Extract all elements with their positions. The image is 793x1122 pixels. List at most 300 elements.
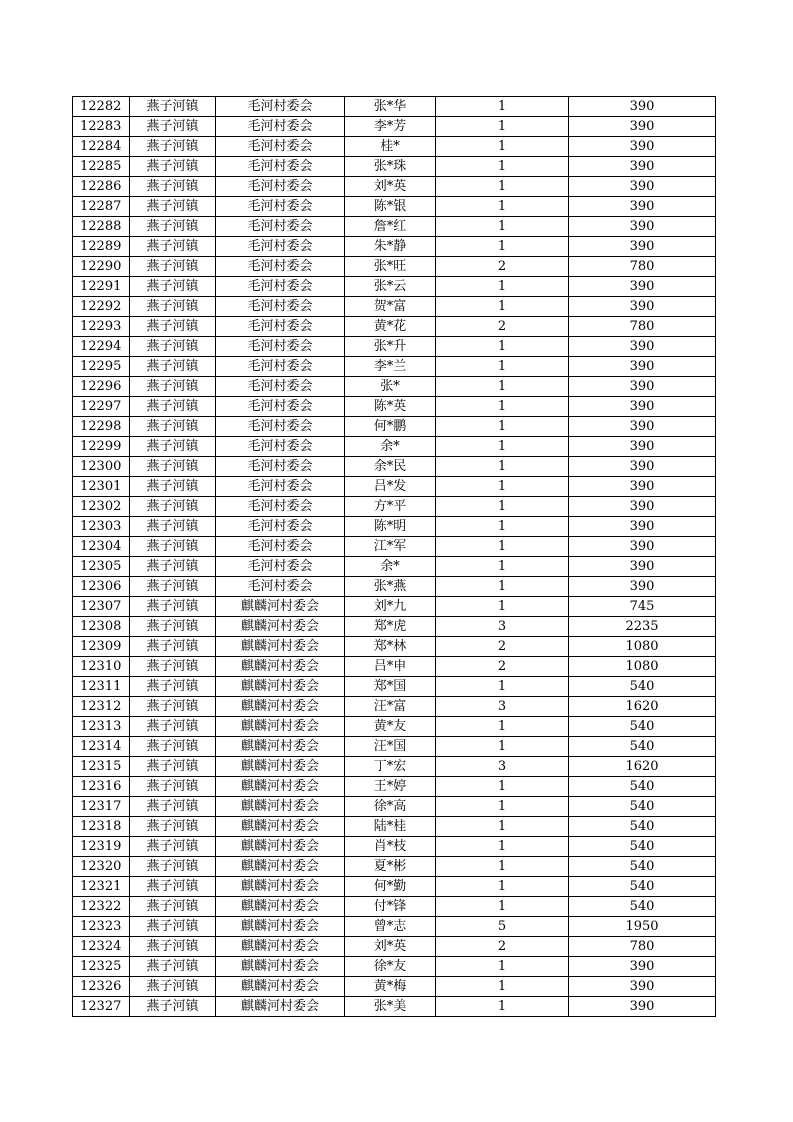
row-number-cell: 12287 <box>73 197 130 217</box>
name-cell: 刘*英 <box>345 177 436 197</box>
town-cell: 燕子河镇 <box>130 877 216 897</box>
table-row <box>73 97 716 117</box>
town-cell: 燕子河镇 <box>130 837 216 857</box>
table-row <box>73 677 716 697</box>
name-cell: 陆*桂 <box>345 817 436 837</box>
table-row <box>73 537 716 557</box>
town-cell: 燕子河镇 <box>130 857 216 877</box>
person-count-cell: 1 <box>436 977 569 997</box>
amount-cell: 540 <box>569 737 716 757</box>
name-cell: 吕*发 <box>345 477 436 497</box>
amount-cell: 390 <box>569 97 716 117</box>
name-cell: 何*鹏 <box>345 417 436 437</box>
name-cell: 陈*银 <box>345 197 436 217</box>
name-cell: 李*兰 <box>345 357 436 377</box>
table-row <box>73 237 716 257</box>
village-committee-cell: 毛河村委会 <box>216 317 345 337</box>
village-committee-cell: 毛河村委会 <box>216 217 345 237</box>
table-row <box>73 377 716 397</box>
person-count-cell: 1 <box>436 957 569 977</box>
town-cell: 燕子河镇 <box>130 777 216 797</box>
village-committee-cell: 毛河村委会 <box>216 537 345 557</box>
table-row <box>73 637 716 657</box>
amount-cell: 745 <box>569 597 716 617</box>
table-row <box>73 557 716 577</box>
name-cell: 方*平 <box>345 497 436 517</box>
table-row <box>73 697 716 717</box>
table-row <box>73 777 716 797</box>
row-number-cell: 12307 <box>73 597 130 617</box>
person-count-cell: 1 <box>436 857 569 877</box>
town-cell: 燕子河镇 <box>130 477 216 497</box>
name-cell: 江*军 <box>345 537 436 557</box>
name-cell: 黄*梅 <box>345 977 436 997</box>
name-cell: 陈*英 <box>345 397 436 417</box>
person-count-cell: 1 <box>436 997 569 1017</box>
person-count-cell: 1 <box>436 277 569 297</box>
amount-cell: 540 <box>569 777 716 797</box>
town-cell: 燕子河镇 <box>130 657 216 677</box>
amount-cell: 390 <box>569 957 716 977</box>
town-cell: 燕子河镇 <box>130 177 216 197</box>
name-cell: 汪*富 <box>345 697 436 717</box>
amount-cell: 390 <box>569 537 716 557</box>
amount-cell: 390 <box>569 297 716 317</box>
table-row <box>73 877 716 897</box>
village-committee-cell: 毛河村委会 <box>216 377 345 397</box>
name-cell: 朱*静 <box>345 237 436 257</box>
village-committee-cell: 毛河村委会 <box>216 277 345 297</box>
village-committee-cell: 麒麟河村委会 <box>216 857 345 877</box>
name-cell: 汪*国 <box>345 737 436 757</box>
table-row <box>73 477 716 497</box>
row-number-cell: 12282 <box>73 97 130 117</box>
town-cell: 燕子河镇 <box>130 917 216 937</box>
row-number-cell: 12312 <box>73 697 130 717</box>
row-number-cell: 12304 <box>73 537 130 557</box>
person-count-cell: 1 <box>436 477 569 497</box>
village-committee-cell: 毛河村委会 <box>216 137 345 157</box>
amount-cell: 390 <box>569 437 716 457</box>
row-number-cell: 12295 <box>73 357 130 377</box>
table-row <box>73 857 716 877</box>
town-cell: 燕子河镇 <box>130 717 216 737</box>
village-committee-cell: 毛河村委会 <box>216 117 345 137</box>
amount-cell: 540 <box>569 817 716 837</box>
row-number-cell: 12323 <box>73 917 130 937</box>
amount-cell: 390 <box>569 417 716 437</box>
table-row <box>73 217 716 237</box>
village-committee-cell: 麒麟河村委会 <box>216 977 345 997</box>
name-cell: 郑*国 <box>345 677 436 697</box>
table-row <box>73 577 716 597</box>
village-committee-cell: 麒麟河村委会 <box>216 717 345 737</box>
village-committee-cell: 毛河村委会 <box>216 97 345 117</box>
amount-cell: 390 <box>569 977 716 997</box>
name-cell: 余* <box>345 557 436 577</box>
town-cell: 燕子河镇 <box>130 317 216 337</box>
town-cell: 燕子河镇 <box>130 697 216 717</box>
table-row <box>73 897 716 917</box>
name-cell: 吕*申 <box>345 657 436 677</box>
village-committee-cell: 麒麟河村委会 <box>216 677 345 697</box>
town-cell: 燕子河镇 <box>130 397 216 417</box>
name-cell: 张*美 <box>345 997 436 1017</box>
village-committee-cell: 毛河村委会 <box>216 337 345 357</box>
row-number-cell: 12309 <box>73 637 130 657</box>
amount-cell: 390 <box>569 217 716 237</box>
amount-cell: 390 <box>569 997 716 1017</box>
town-cell: 燕子河镇 <box>130 557 216 577</box>
village-committee-cell: 毛河村委会 <box>216 297 345 317</box>
amount-cell: 780 <box>569 317 716 337</box>
town-cell: 燕子河镇 <box>130 157 216 177</box>
person-count-cell: 1 <box>436 737 569 757</box>
name-cell: 夏*彬 <box>345 857 436 877</box>
amount-cell: 390 <box>569 197 716 217</box>
person-count-cell: 2 <box>436 937 569 957</box>
row-number-cell: 12294 <box>73 337 130 357</box>
village-committee-cell: 毛河村委会 <box>216 457 345 477</box>
name-cell: 郑*林 <box>345 637 436 657</box>
town-cell: 燕子河镇 <box>130 217 216 237</box>
name-cell: 桂* <box>345 137 436 157</box>
village-committee-cell: 麒麟河村委会 <box>216 897 345 917</box>
row-number-cell: 12290 <box>73 257 130 277</box>
amount-cell: 390 <box>569 497 716 517</box>
person-count-cell: 3 <box>436 617 569 637</box>
row-number-cell: 12316 <box>73 777 130 797</box>
town-cell: 燕子河镇 <box>130 277 216 297</box>
table-row <box>73 137 716 157</box>
person-count-cell: 1 <box>436 837 569 857</box>
village-committee-cell: 麒麟河村委会 <box>216 657 345 677</box>
town-cell: 燕子河镇 <box>130 197 216 217</box>
amount-cell: 1950 <box>569 917 716 937</box>
person-count-cell: 1 <box>436 97 569 117</box>
village-committee-cell: 麒麟河村委会 <box>216 617 345 637</box>
amount-cell: 390 <box>569 357 716 377</box>
name-cell: 张*珠 <box>345 157 436 177</box>
person-count-cell: 5 <box>436 917 569 937</box>
person-count-cell: 1 <box>436 397 569 417</box>
row-number-cell: 12322 <box>73 897 130 917</box>
row-number-cell: 12313 <box>73 717 130 737</box>
table-row <box>73 457 716 477</box>
town-cell: 燕子河镇 <box>130 357 216 377</box>
village-committee-cell: 麒麟河村委会 <box>216 877 345 897</box>
table-row <box>73 417 716 437</box>
person-count-cell: 1 <box>436 177 569 197</box>
table-row <box>73 817 716 837</box>
table-row <box>73 717 716 737</box>
name-cell: 黄*花 <box>345 317 436 337</box>
amount-cell: 540 <box>569 897 716 917</box>
name-cell: 曾*志 <box>345 917 436 937</box>
village-committee-cell: 麒麟河村委会 <box>216 797 345 817</box>
amount-cell: 540 <box>569 837 716 857</box>
amount-cell: 390 <box>569 397 716 417</box>
amount-cell: 390 <box>569 277 716 297</box>
row-number-cell: 12315 <box>73 757 130 777</box>
person-count-cell: 2 <box>436 637 569 657</box>
data-table <box>72 96 716 1017</box>
row-number-cell: 12288 <box>73 217 130 237</box>
name-cell: 余* <box>345 437 436 457</box>
amount-cell: 390 <box>569 457 716 477</box>
village-committee-cell: 麒麟河村委会 <box>216 637 345 657</box>
name-cell: 张*云 <box>345 277 436 297</box>
amount-cell: 540 <box>569 717 716 737</box>
person-count-cell: 1 <box>436 137 569 157</box>
table-row <box>73 977 716 997</box>
table-row <box>73 917 716 937</box>
village-committee-cell: 麒麟河村委会 <box>216 757 345 777</box>
person-count-cell: 1 <box>436 557 569 577</box>
person-count-cell: 1 <box>436 777 569 797</box>
person-count-cell: 1 <box>436 877 569 897</box>
table-row <box>73 517 716 537</box>
name-cell: 徐*友 <box>345 957 436 977</box>
amount-cell: 1620 <box>569 757 716 777</box>
town-cell: 燕子河镇 <box>130 457 216 477</box>
person-count-cell: 1 <box>436 197 569 217</box>
name-cell: 刘*英 <box>345 937 436 957</box>
name-cell: 何*勤 <box>345 877 436 897</box>
village-committee-cell: 毛河村委会 <box>216 257 345 277</box>
amount-cell: 1080 <box>569 637 716 657</box>
person-count-cell: 1 <box>436 677 569 697</box>
town-cell: 燕子河镇 <box>130 897 216 917</box>
person-count-cell: 1 <box>436 217 569 237</box>
amount-cell: 390 <box>569 557 716 577</box>
name-cell: 张*升 <box>345 337 436 357</box>
row-number-cell: 12285 <box>73 157 130 177</box>
row-number-cell: 12298 <box>73 417 130 437</box>
village-committee-cell: 毛河村委会 <box>216 477 345 497</box>
town-cell: 燕子河镇 <box>130 597 216 617</box>
person-count-cell: 1 <box>436 537 569 557</box>
name-cell: 郑*虎 <box>345 617 436 637</box>
town-cell: 燕子河镇 <box>130 817 216 837</box>
table-row <box>73 757 716 777</box>
row-number-cell: 12324 <box>73 937 130 957</box>
person-count-cell: 1 <box>436 577 569 597</box>
village-committee-cell: 麒麟河村委会 <box>216 837 345 857</box>
town-cell: 燕子河镇 <box>130 637 216 657</box>
person-count-cell: 2 <box>436 317 569 337</box>
row-number-cell: 12301 <box>73 477 130 497</box>
town-cell: 燕子河镇 <box>130 137 216 157</box>
person-count-cell: 1 <box>436 817 569 837</box>
name-cell: 张* <box>345 377 436 397</box>
person-count-cell: 1 <box>436 717 569 737</box>
table-body <box>73 97 716 1017</box>
table-row <box>73 657 716 677</box>
row-number-cell: 12326 <box>73 977 130 997</box>
village-committee-cell: 毛河村委会 <box>216 497 345 517</box>
amount-cell: 540 <box>569 877 716 897</box>
village-committee-cell: 麒麟河村委会 <box>216 957 345 977</box>
amount-cell: 540 <box>569 857 716 877</box>
village-committee-cell: 毛河村委会 <box>216 157 345 177</box>
table-row <box>73 277 716 297</box>
amount-cell: 390 <box>569 117 716 137</box>
row-number-cell: 12299 <box>73 437 130 457</box>
village-committee-cell: 毛河村委会 <box>216 577 345 597</box>
person-count-cell: 1 <box>436 897 569 917</box>
table-row <box>73 957 716 977</box>
village-committee-cell: 麒麟河村委会 <box>216 997 345 1017</box>
town-cell: 燕子河镇 <box>130 297 216 317</box>
row-number-cell: 12308 <box>73 617 130 637</box>
table-row <box>73 997 716 1017</box>
row-number-cell: 12284 <box>73 137 130 157</box>
name-cell: 刘*九 <box>345 597 436 617</box>
name-cell: 王*婷 <box>345 777 436 797</box>
row-number-cell: 12310 <box>73 657 130 677</box>
town-cell: 燕子河镇 <box>130 337 216 357</box>
town-cell: 燕子河镇 <box>130 957 216 977</box>
person-count-cell: 1 <box>436 457 569 477</box>
town-cell: 燕子河镇 <box>130 977 216 997</box>
amount-cell: 2235 <box>569 617 716 637</box>
person-count-cell: 3 <box>436 757 569 777</box>
amount-cell: 780 <box>569 937 716 957</box>
town-cell: 燕子河镇 <box>130 97 216 117</box>
table-row <box>73 797 716 817</box>
amount-cell: 390 <box>569 337 716 357</box>
person-count-cell: 1 <box>436 357 569 377</box>
row-number-cell: 12283 <box>73 117 130 137</box>
row-number-cell: 12325 <box>73 957 130 977</box>
name-cell: 张*旺 <box>345 257 436 277</box>
village-committee-cell: 麒麟河村委会 <box>216 937 345 957</box>
town-cell: 燕子河镇 <box>130 757 216 777</box>
row-number-cell: 12305 <box>73 557 130 577</box>
row-number-cell: 12318 <box>73 817 130 837</box>
person-count-cell: 1 <box>436 157 569 177</box>
village-committee-cell: 麒麟河村委会 <box>216 777 345 797</box>
table-row <box>73 617 716 637</box>
name-cell: 徐*高 <box>345 797 436 817</box>
person-count-cell: 1 <box>436 237 569 257</box>
village-committee-cell: 毛河村委会 <box>216 557 345 577</box>
table-row <box>73 117 716 137</box>
town-cell: 燕子河镇 <box>130 677 216 697</box>
table-row <box>73 197 716 217</box>
amount-cell: 780 <box>569 257 716 277</box>
amount-cell: 390 <box>569 377 716 397</box>
village-committee-cell: 毛河村委会 <box>216 397 345 417</box>
row-number-cell: 12292 <box>73 297 130 317</box>
row-number-cell: 12321 <box>73 877 130 897</box>
town-cell: 燕子河镇 <box>130 237 216 257</box>
name-cell: 付*锋 <box>345 897 436 917</box>
row-number-cell: 12320 <box>73 857 130 877</box>
table-row <box>73 297 716 317</box>
village-committee-cell: 毛河村委会 <box>216 517 345 537</box>
village-committee-cell: 麒麟河村委会 <box>216 597 345 617</box>
row-number-cell: 12302 <box>73 497 130 517</box>
village-committee-cell: 毛河村委会 <box>216 237 345 257</box>
town-cell: 燕子河镇 <box>130 997 216 1017</box>
village-committee-cell: 麒麟河村委会 <box>216 817 345 837</box>
amount-cell: 390 <box>569 157 716 177</box>
name-cell: 张*华 <box>345 97 436 117</box>
amount-cell: 390 <box>569 177 716 197</box>
table-row <box>73 437 716 457</box>
name-cell: 余*民 <box>345 457 436 477</box>
name-cell: 贺*富 <box>345 297 436 317</box>
row-number-cell: 12314 <box>73 737 130 757</box>
table-row <box>73 837 716 857</box>
row-number-cell: 12291 <box>73 277 130 297</box>
town-cell: 燕子河镇 <box>130 417 216 437</box>
name-cell: 陈*明 <box>345 517 436 537</box>
village-committee-cell: 麒麟河村委会 <box>216 917 345 937</box>
table-row <box>73 737 716 757</box>
person-count-cell: 2 <box>436 257 569 277</box>
town-cell: 燕子河镇 <box>130 737 216 757</box>
person-count-cell: 1 <box>436 797 569 817</box>
amount-cell: 390 <box>569 517 716 537</box>
row-number-cell: 12327 <box>73 997 130 1017</box>
table-row <box>73 497 716 517</box>
name-cell: 肖*枝 <box>345 837 436 857</box>
table-row <box>73 397 716 417</box>
row-number-cell: 12286 <box>73 177 130 197</box>
village-committee-cell: 毛河村委会 <box>216 197 345 217</box>
amount-cell: 540 <box>569 797 716 817</box>
amount-cell: 390 <box>569 577 716 597</box>
town-cell: 燕子河镇 <box>130 537 216 557</box>
row-number-cell: 12289 <box>73 237 130 257</box>
town-cell: 燕子河镇 <box>130 577 216 597</box>
name-cell: 李*芳 <box>345 117 436 137</box>
amount-cell: 390 <box>569 477 716 497</box>
town-cell: 燕子河镇 <box>130 617 216 637</box>
row-number-cell: 12297 <box>73 397 130 417</box>
amount-cell: 540 <box>569 677 716 697</box>
row-number-cell: 12303 <box>73 517 130 537</box>
town-cell: 燕子河镇 <box>130 437 216 457</box>
person-count-cell: 1 <box>436 597 569 617</box>
person-count-cell: 1 <box>436 417 569 437</box>
person-count-cell: 1 <box>436 497 569 517</box>
town-cell: 燕子河镇 <box>130 937 216 957</box>
table-row <box>73 157 716 177</box>
person-count-cell: 1 <box>436 517 569 537</box>
person-count-cell: 1 <box>436 377 569 397</box>
row-number-cell: 12311 <box>73 677 130 697</box>
town-cell: 燕子河镇 <box>130 517 216 537</box>
row-number-cell: 12317 <box>73 797 130 817</box>
town-cell: 燕子河镇 <box>130 117 216 137</box>
table-row <box>73 177 716 197</box>
village-committee-cell: 毛河村委会 <box>216 417 345 437</box>
village-committee-cell: 毛河村委会 <box>216 357 345 377</box>
person-count-cell: 1 <box>436 117 569 137</box>
name-cell: 黄*友 <box>345 717 436 737</box>
town-cell: 燕子河镇 <box>130 797 216 817</box>
village-committee-cell: 麒麟河村委会 <box>216 697 345 717</box>
name-cell: 詹*红 <box>345 217 436 237</box>
name-cell: 张*燕 <box>345 577 436 597</box>
table-row <box>73 317 716 337</box>
person-count-cell: 1 <box>436 297 569 317</box>
table-row <box>73 257 716 277</box>
